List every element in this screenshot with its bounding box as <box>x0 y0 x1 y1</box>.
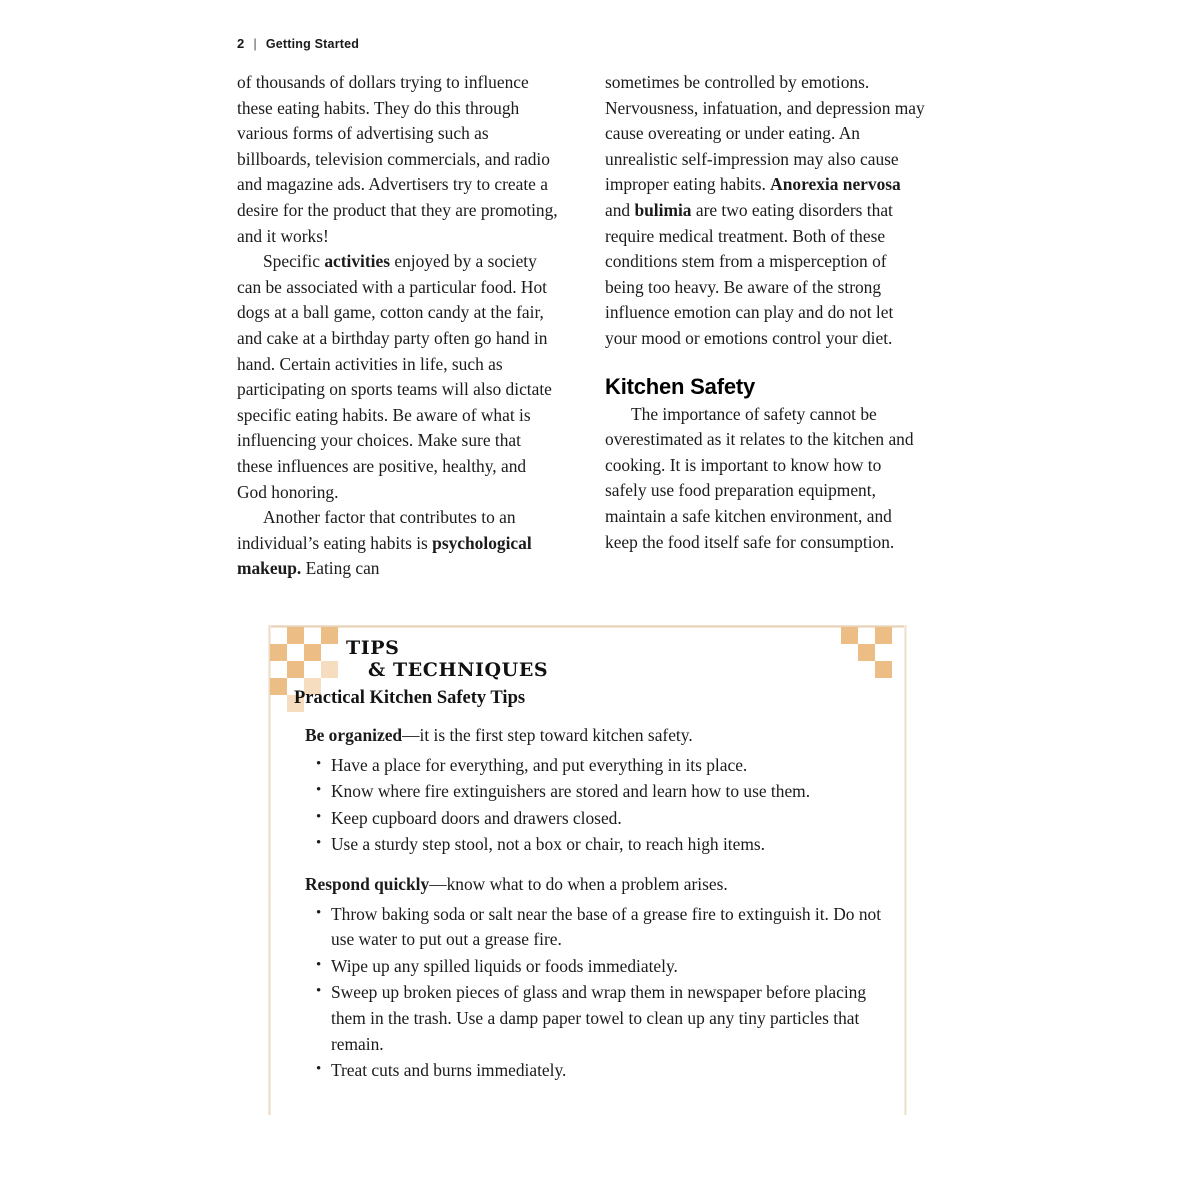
list-item-text: Have a place for everything, and put everything in its place. <box>331 754 748 775</box>
running-head <box>237 36 359 51</box>
lead-bold: Respond quickly <box>305 873 430 894</box>
left-column <box>237 70 558 582</box>
paragraph-advertising: of thousands of dollars trying to influence these eating habits. They do this through various forms of advertising such as billboards, television commercials, and radio and magazine ads. Advertisers try to create a desire for the product that they are promoting, and it works! <box>237 72 558 246</box>
list-item <box>298 779 894 805</box>
tips-and-techniques-box <box>268 625 906 1115</box>
paragraph-activities <box>237 249 558 505</box>
right-column <box>605 70 926 582</box>
paragraph-emotions <box>605 70 926 352</box>
tips-box-content <box>298 723 894 1098</box>
text-run: sometimes be controlled by emotions. Nervousness, infatuation, and depression may cause overeating or under eating. An unrealistic self-impression may also cause improper eating habits. <box>605 72 925 195</box>
tips-group-lead-respond-quickly <box>298 872 894 898</box>
text-run: Specific <box>263 251 325 272</box>
bullet-icon: • <box>316 1061 322 1078</box>
two-column-body <box>237 70 927 582</box>
chapter-title: Getting Started <box>265 37 360 51</box>
text-run: are two eating disorders that require medical treatment. Both of these conditions stem from a misperception of being too heavy. Be aware of the strong influence emotion can play and do not let your mood or emotions control your diet. <box>605 199 894 348</box>
bold-term-bulimia: bulimia <box>634 199 692 220</box>
list-item-text: Sweep up broken pieces of glass and wrap them in newspaper before placing them in the trash. Use a damp paper towel to clean up any tiny particles that remain. <box>331 982 867 1054</box>
list-item-text: Keep cupboard doors and drawers closed. <box>331 807 622 828</box>
bullet-icon: • <box>316 904 322 921</box>
list-item-text: Know where fire extinguishers are stored and learn how to use them. <box>331 781 811 802</box>
bold-term-activities: activities <box>324 251 391 272</box>
lead-rest: —it is the first step toward kitchen safety. <box>402 725 693 745</box>
paragraph-kitchen-safety: The importance of safety cannot be overestimated as it relates to the kitchen and cooking. It is important to know how to safely use food preparation equipment, maintain a safe kitchen environment, and keep the food itself safe for consumption. <box>605 403 914 552</box>
list-item-text: Wipe up any spilled liquids or foods immediately. <box>331 955 678 976</box>
tips-title-line-1: TIPS <box>346 637 400 659</box>
running-head-separator: | <box>253 36 257 51</box>
text-run: Eating can <box>301 558 380 579</box>
bullet-icon: • <box>316 983 322 1000</box>
bullet-icon: • <box>316 755 322 772</box>
box-right-rule <box>904 625 907 1115</box>
tips-title-line-2: & TECHNIQUES <box>368 659 549 681</box>
tips-box-title <box>346 637 548 681</box>
tips-box-subtitle: Practical Kitchen Safety Tips <box>294 688 526 708</box>
list-item-text: Treat cuts and burns immediately. <box>331 1060 567 1081</box>
text-run: and <box>605 199 635 220</box>
section-heading-kitchen-safety: Kitchen Safety <box>605 373 756 399</box>
paragraph-psychological <box>237 505 558 582</box>
list-item <box>298 753 894 779</box>
list-item <box>298 902 894 953</box>
list-item-text: Use a sturdy step stool, not a box or chair, to reach high items. <box>331 834 765 855</box>
list-item-text: Throw baking soda or salt near the base of a grease fire to extinguish it. Do not use water to put out a grease fire. <box>331 903 882 950</box>
list-item <box>298 1058 894 1084</box>
list-item <box>298 954 894 980</box>
bold-term-anorexia-nervosa: Anorexia nervosa <box>770 174 901 195</box>
checkerboard-decoration-right <box>841 627 892 678</box>
box-top-rule <box>268 625 906 628</box>
bullet-icon: • <box>316 835 322 852</box>
tips-list-respond-quickly <box>298 902 894 1084</box>
lead-bold: Be organized <box>305 725 403 745</box>
page-number: 2 <box>237 36 245 51</box>
bullet-icon: • <box>316 808 322 825</box>
tips-group-lead-be-organized <box>298 723 894 749</box>
list-item <box>298 980 894 1057</box>
list-item <box>298 806 894 832</box>
bold-term-psychological-makeup: psychological makeup. <box>237 532 532 579</box>
bullet-icon: • <box>316 782 322 799</box>
list-item <box>298 832 894 858</box>
text-run: Another factor that contributes to an individual’s eating habits is <box>237 507 516 553</box>
tips-list-be-organized <box>298 753 894 858</box>
lead-rest: —know what to do when a problem arises. <box>429 873 728 894</box>
bullet-icon: • <box>316 956 322 973</box>
text-run: enjoyed by a society can be associated with a particular food. Hot dogs at a ball game, cotton candy at the fair, and cake at a birthday party often go hand in hand. Certain activities in life, such as participating on sports teams will also dictate specific eating habits. Be aware of what is influencing your choices. Make sure that these influences are positive, healthy, and God honoring. <box>237 251 552 502</box>
